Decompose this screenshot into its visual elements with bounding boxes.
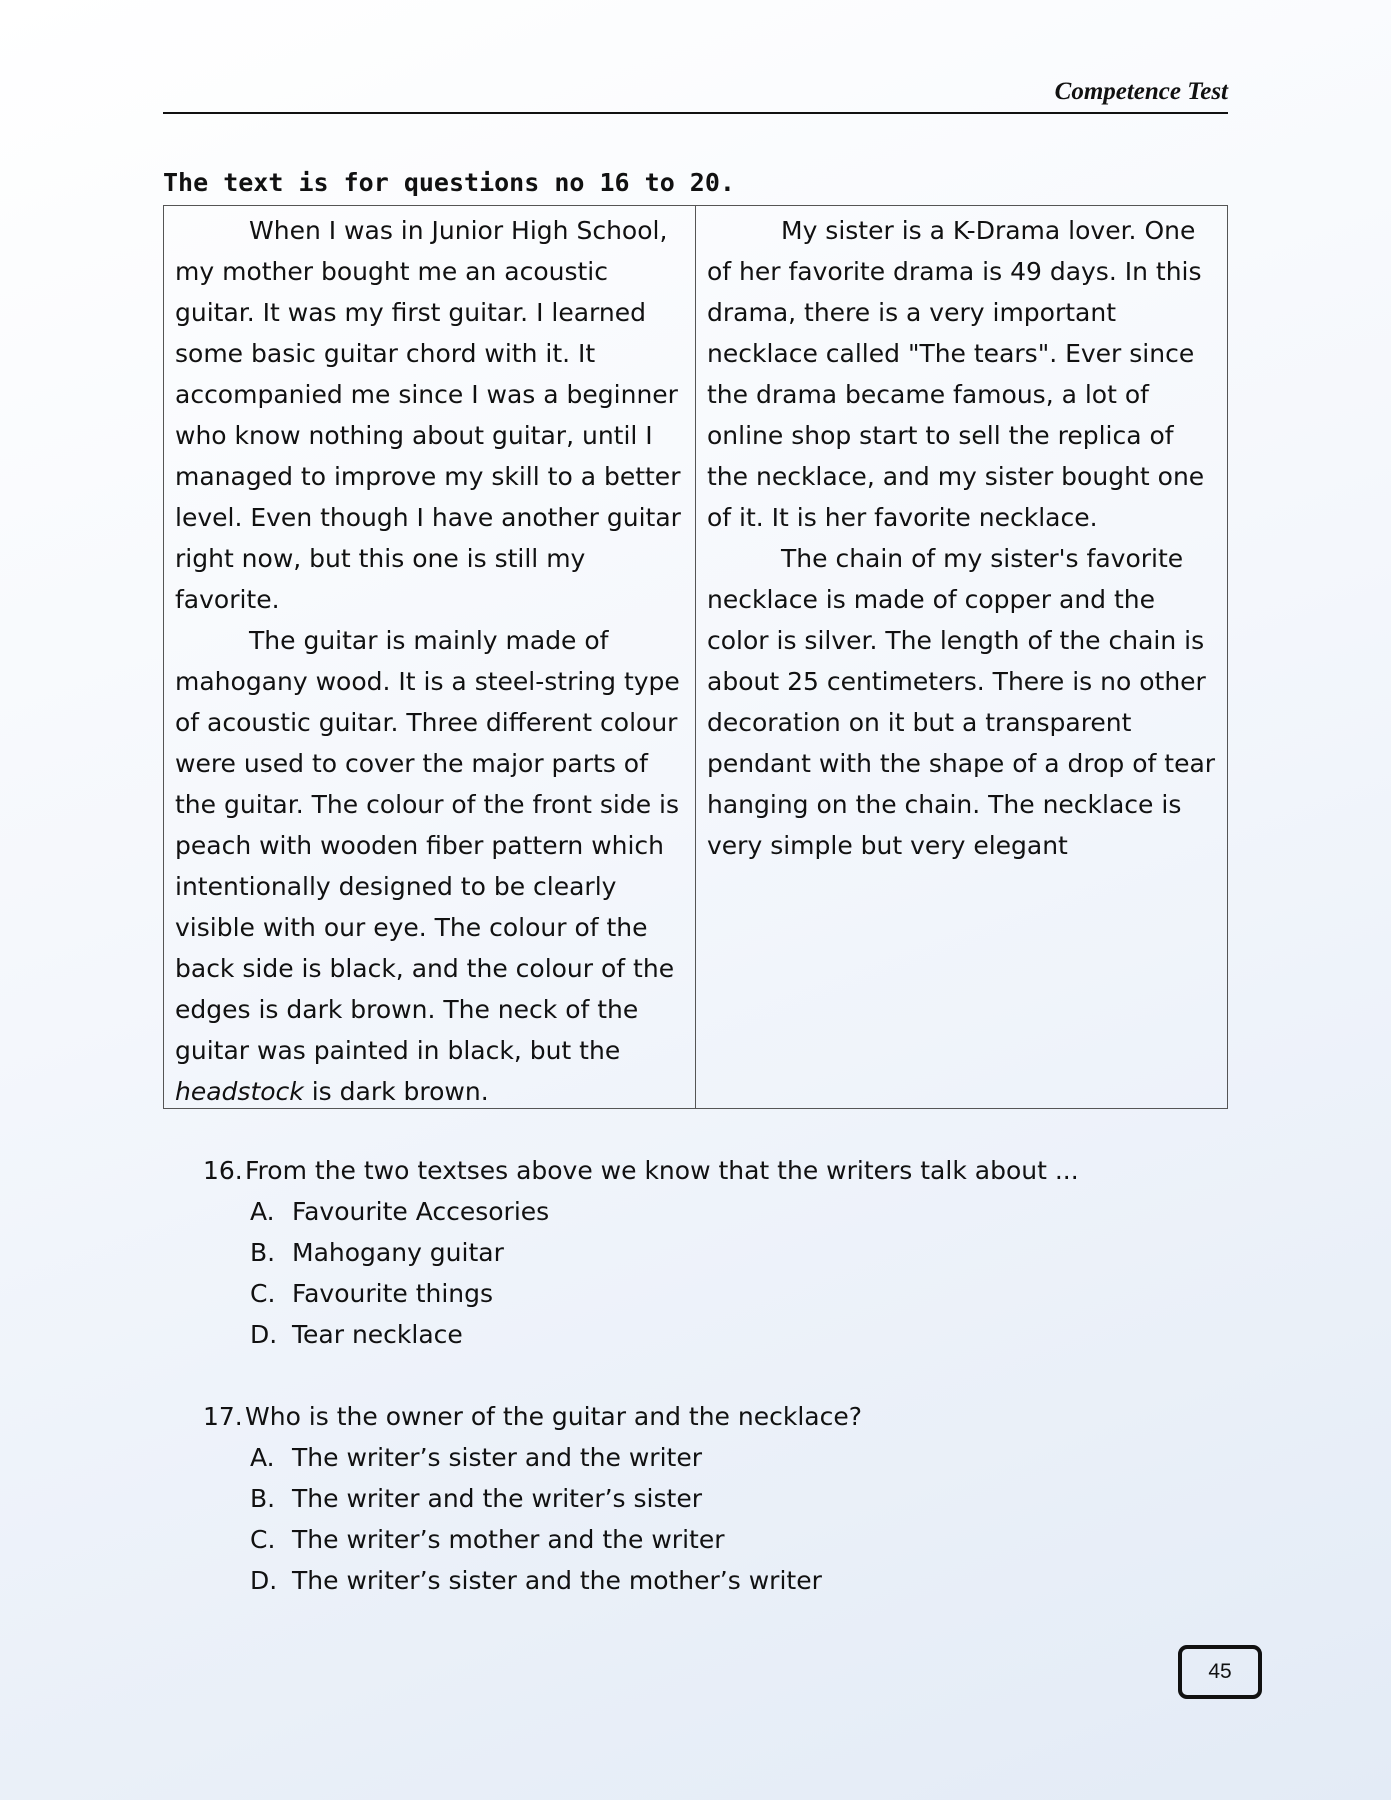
option-c bbox=[203, 1519, 1203, 1560]
question-text: From the two textses above we know that the writers talk about ... bbox=[245, 1156, 1079, 1185]
passage-left-paragraph-1-text: When I was in Junior High School, my mother bought me an acoustic guitar. It was my first guitar. I learned some basic guitar chord with it. It accompanied me since I was a beginner who know nothing about guitar, until I managed to improve my skill to a better level. Even though I have another guitar right now, but this one is still my favorite. bbox=[175, 216, 681, 614]
question-number: 17. bbox=[203, 1402, 243, 1431]
option-text: The writer and the writer’s sister bbox=[292, 1484, 702, 1513]
option-letter: D. bbox=[250, 1320, 278, 1349]
option-b bbox=[203, 1478, 1203, 1519]
passage-left-paragraph-1 bbox=[175, 210, 685, 620]
option-letter: C. bbox=[250, 1279, 276, 1308]
passage-left-paragraph-2 bbox=[175, 620, 685, 1112]
question-number: 16. bbox=[203, 1156, 243, 1185]
question-list bbox=[203, 1150, 1203, 1642]
header-title: Competence Test bbox=[1054, 78, 1228, 105]
question-stem bbox=[203, 1150, 1203, 1191]
option-text: Favourite things bbox=[292, 1279, 494, 1308]
passage-right-paragraph-2 bbox=[707, 538, 1217, 866]
passage-left bbox=[164, 206, 695, 1108]
passage-right-paragraph-2-text: The chain of my sister's favorite necklace is made of copper and the color is silver. The length of the chain is about 25 centimeters. There is no other decoration on it but a transparent pendant with the shape of a drop of tear hanging on the chain. The necklace is very simple but very elegant bbox=[707, 544, 1216, 860]
passage-left-paragraph-2-text: The guitar is mainly made of mahogany wood. It is a steel-string type of acoustic guitar. Three different colour were used to cover the major parts of the guitar. The colour of the front side is peach with wooden fiber pattern which intentionally designed to be clearly visible with our eye. The colour of the back side is black, and the colour of the edges is dark brown. The neck of the guitar was painted in black, but the bbox=[175, 626, 680, 1065]
passage-right-paragraph-1 bbox=[707, 210, 1217, 538]
passage-right bbox=[695, 206, 1227, 1108]
headstock-term: headstock bbox=[175, 1077, 304, 1106]
passages-table bbox=[163, 205, 1228, 1109]
option-letter: B. bbox=[250, 1484, 276, 1513]
option-letter: C. bbox=[250, 1525, 276, 1554]
page-number: 45 bbox=[1178, 1645, 1262, 1699]
question-text: Who is the owner of the guitar and the necklace? bbox=[245, 1402, 862, 1431]
option-text: The writer’s sister and the writer bbox=[292, 1443, 702, 1472]
question-stem bbox=[203, 1396, 1203, 1437]
option-letter: A. bbox=[250, 1443, 275, 1472]
option-letter: D. bbox=[250, 1566, 278, 1595]
question-16 bbox=[203, 1150, 1203, 1355]
question-17 bbox=[203, 1396, 1203, 1601]
option-text: The writer’s sister and the mother’s writer bbox=[292, 1566, 822, 1595]
option-d bbox=[203, 1560, 1203, 1601]
option-b bbox=[203, 1232, 1203, 1273]
option-text: Favourite Accesories bbox=[292, 1197, 550, 1226]
option-c bbox=[203, 1273, 1203, 1314]
option-text: The writer’s mother and the writer bbox=[292, 1525, 725, 1554]
option-d bbox=[203, 1314, 1203, 1355]
option-text: Tear necklace bbox=[292, 1320, 463, 1349]
passage-left-paragraph-2-end: is dark brown. bbox=[303, 1077, 489, 1106]
option-letter: A. bbox=[250, 1197, 275, 1226]
passage-right-paragraph-1-text: My sister is a K-Drama lover. One of her favorite drama is 49 days. In this drama, there is a very important necklace called "The tears". Ever since the drama became famous, a lot of online shop start to sell the replica of the necklace, and my sister bought one of it. It is her favorite necklace. bbox=[707, 216, 1205, 532]
passage-intro: The text is for questions no 16 to 20. bbox=[163, 168, 735, 197]
option-text: Mahogany guitar bbox=[292, 1238, 504, 1267]
option-a bbox=[203, 1437, 1203, 1478]
option-a bbox=[203, 1191, 1203, 1232]
page-header bbox=[163, 78, 1228, 114]
option-letter: B. bbox=[250, 1238, 276, 1267]
